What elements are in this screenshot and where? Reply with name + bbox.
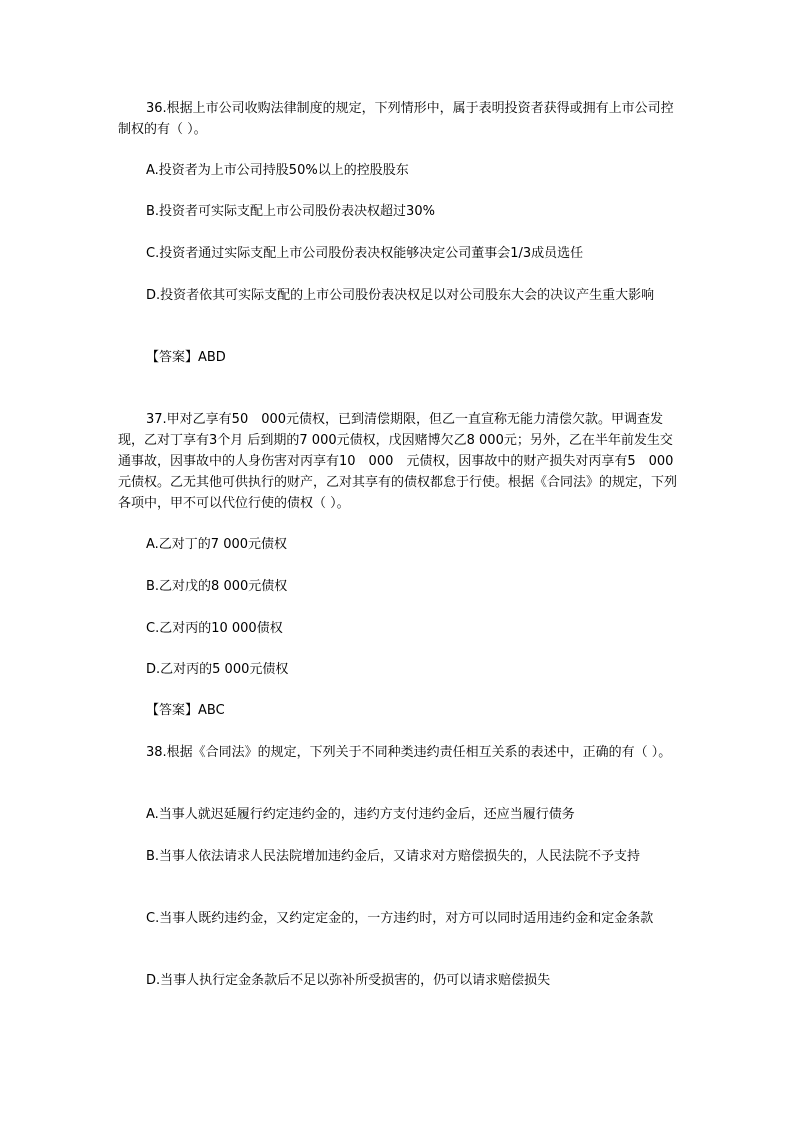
question-37-answer: 【答案】ABC bbox=[146, 703, 225, 718]
question-36-answer: 【答案】ABD bbox=[146, 350, 226, 365]
question-37-option-c: C.乙对丙的10 000债权 bbox=[146, 621, 283, 636]
question-36-option-a: A.投资者为上市公司持股50%以上的控股股东 bbox=[146, 163, 409, 178]
question-36-option-c: C.投资者通过实际支配上市公司股份表决权能够决定公司董事会1/3成员选任 bbox=[146, 246, 584, 261]
question-37-option-a: A.乙对丁的7 000元债权 bbox=[146, 537, 288, 552]
question-37-option-b: B.乙对戊的8 000元债权 bbox=[146, 579, 288, 594]
question-38-option-a: A.当事人就迟延履行约定违约金的，违约方支付违约金后，还应当履行债务 bbox=[146, 807, 575, 822]
question-36-option-d: D.投资者依其可实际支配的上市公司股份表决权足以对公司股东大会的决议产生重大影响 bbox=[146, 288, 655, 303]
question-38-stem: 38.根据《合同法》的规定，下列关于不同种类违约责任相互关系的表述中，正确的有（ ）。 bbox=[146, 745, 672, 760]
question-36-stem: 36.根据上市公司收购法律制度的规定，下列情形中，属于表明投资者获得或拥有上市公司控制权的有（ ）。 bbox=[118, 101, 674, 137]
question-37-stem: 37.甲对乙享有50 000元债权，已到清偿期限，但乙一直宣称无能力清偿欠款。甲调查发现，乙对丁享有3个月 后到期的7 000元债权，戊因赌博欠乙8 000元；另外，乙在半年前发生交通事故，因事故中的人身伤害对丙享有10 000 元债权，因事故中的财产损失对丙享有5 000元债权。乙无其他可供执行的财产，乙对其享有的债权都怠于行使。根据《合同法》的规定，下列各项中，甲不可以代位行使的债权（ ）。 bbox=[118, 412, 678, 511]
question-36-option-b: B.投资者可实际支配上市公司股份表决权超过30% bbox=[146, 204, 435, 219]
question-38-option-c: C.当事人既约违约金，又约定定金的，一方违约时，对方可以同时适用违约金和定金条款 bbox=[146, 911, 654, 926]
question-38-option-b: B.当事人依法请求人民法院增加违约金后，又请求对方赔偿损失的，人民法院不予支持 bbox=[146, 849, 641, 864]
question-37-option-d: D.乙对丙的5 000元债权 bbox=[146, 662, 289, 677]
question-38-option-d: D.当事人执行定金条款后不足以弥补所受损害的，仍可以请求赔偿损失 bbox=[146, 973, 551, 988]
